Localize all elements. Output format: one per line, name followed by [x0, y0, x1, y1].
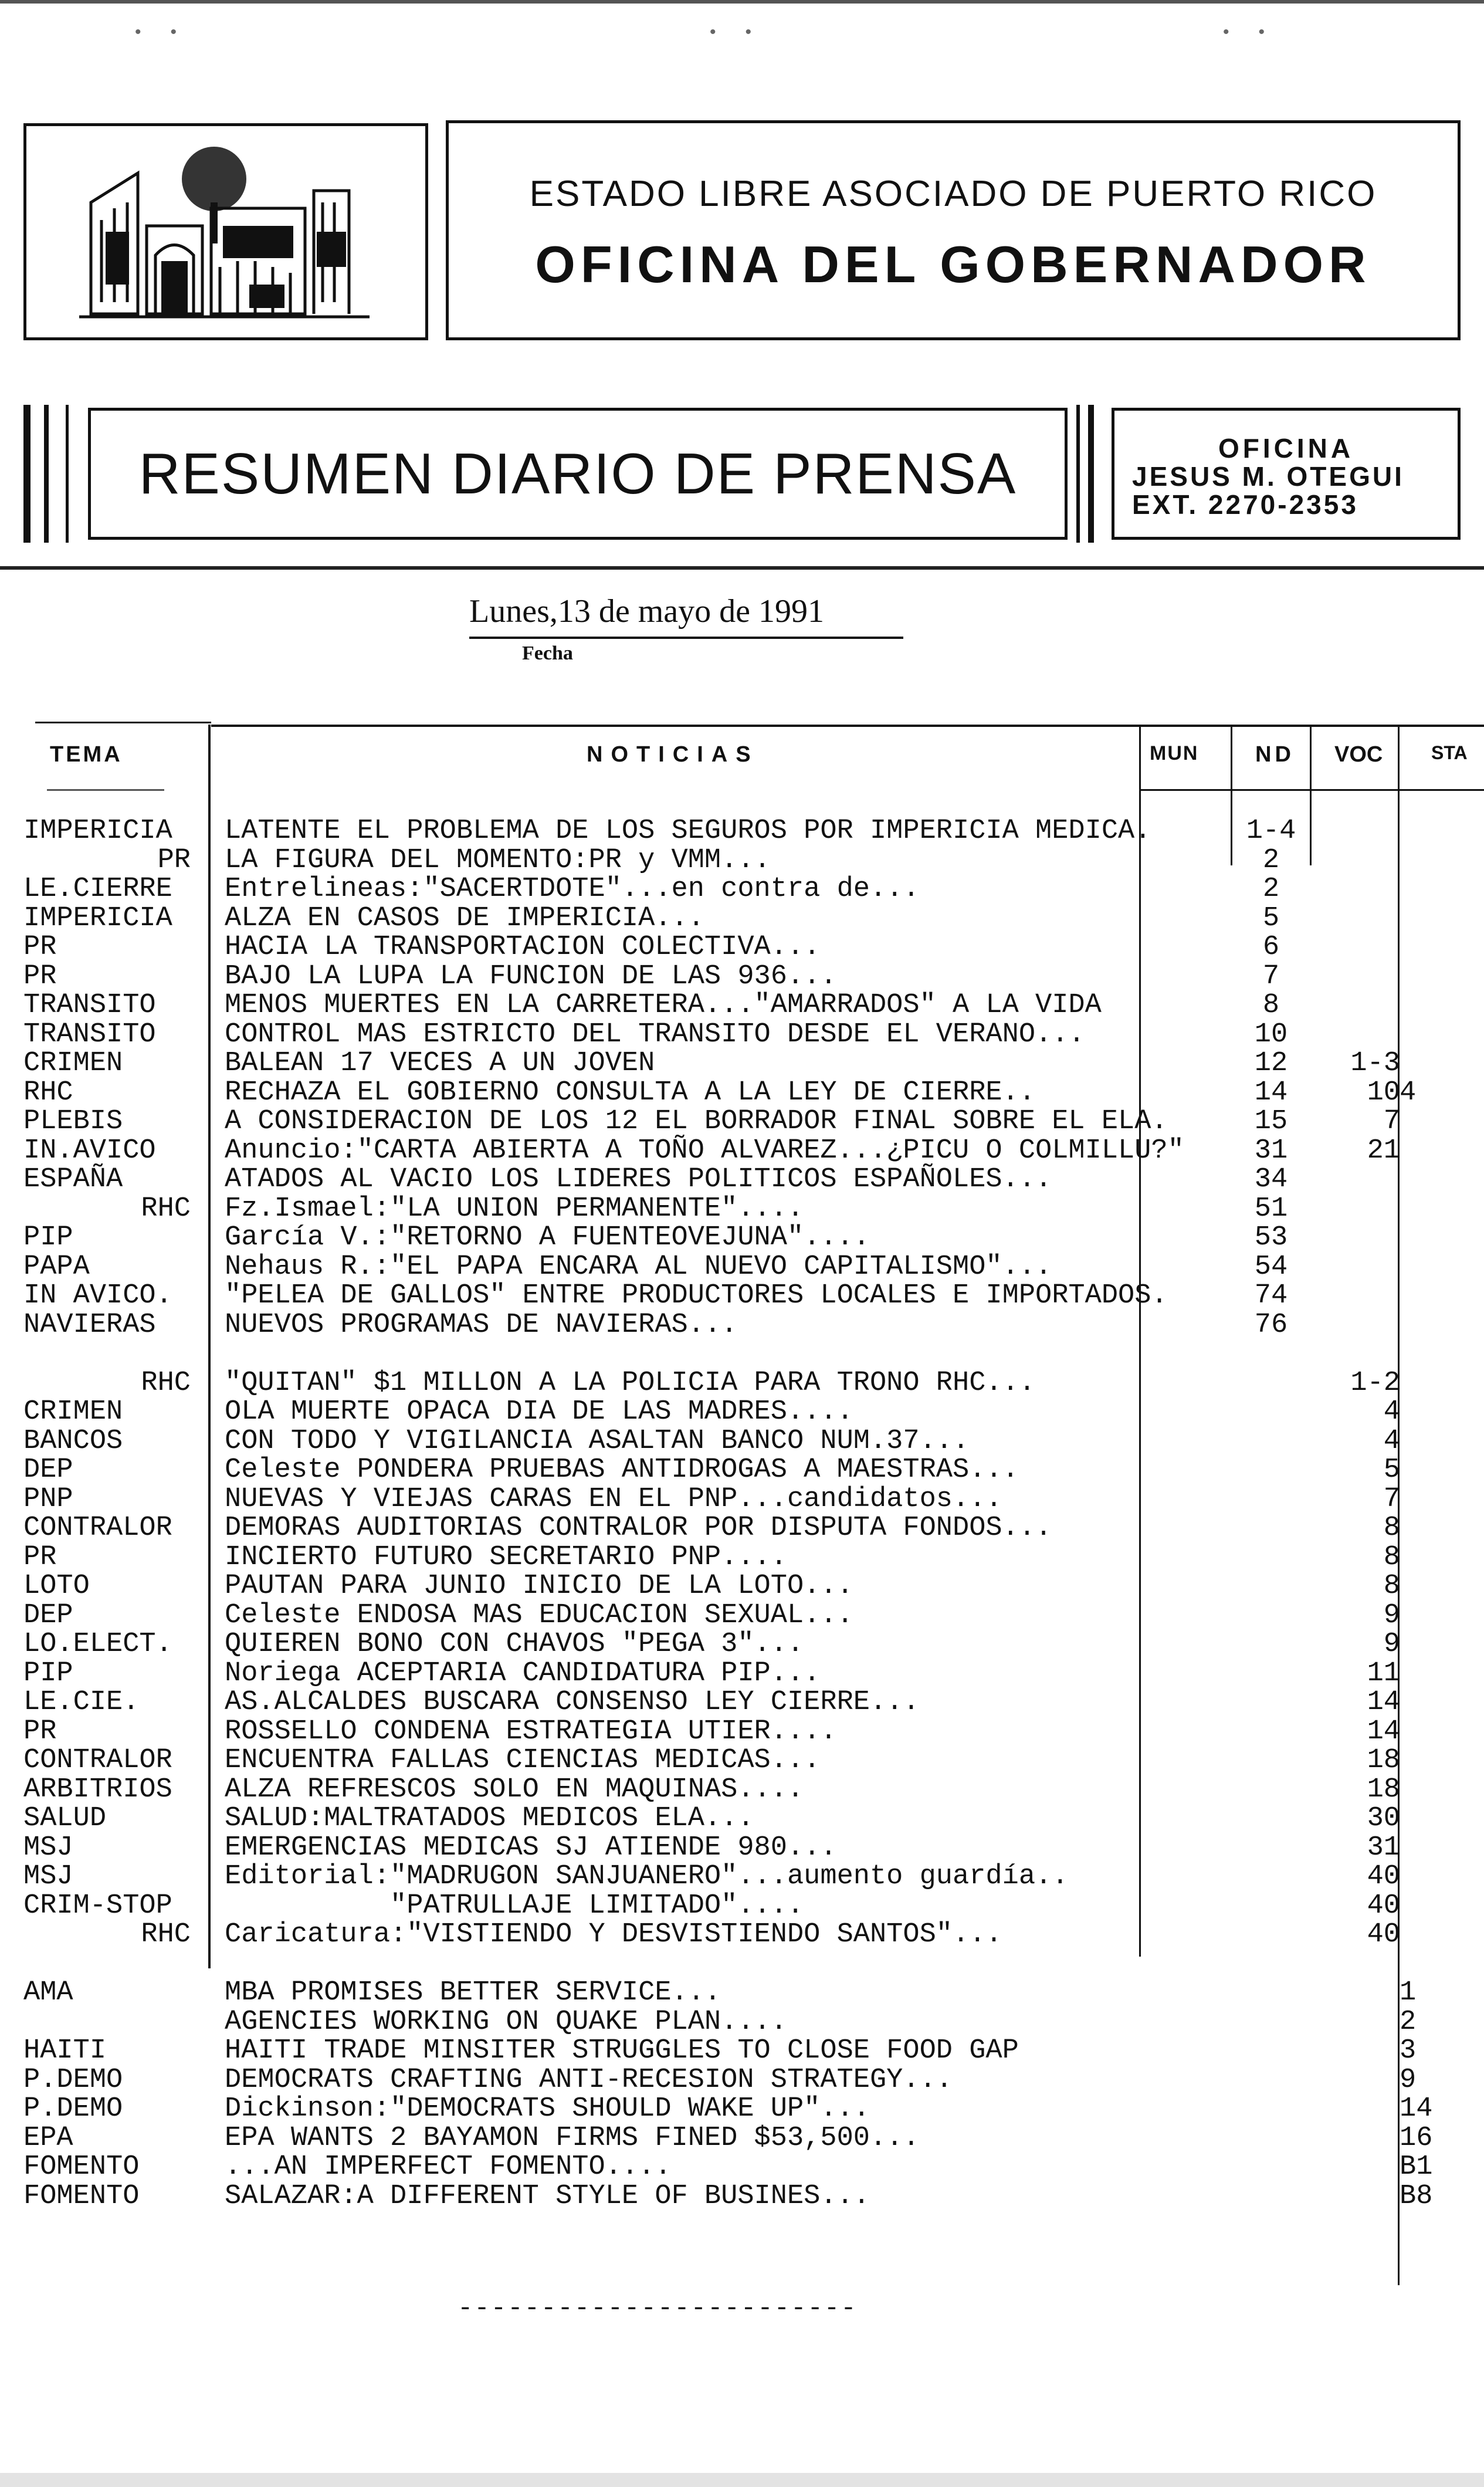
table-row	[0, 1804, 1484, 1833]
row-noticia: SALUD:MALTRATADOS MEDICOS ELA...	[225, 1803, 754, 1834]
table-row	[0, 1833, 1484, 1863]
header-estado: ESTADO LIBRE ASOCIADO DE PUERTO RICO	[529, 174, 1377, 214]
row-nd: 12	[1254, 1048, 1288, 1079]
row-noticia: Editorial:"MADRUGON SANJUANERO"...aumento guardía..	[225, 1861, 1069, 1892]
row-star: 2	[1400, 2006, 1417, 2038]
table-row	[0, 2153, 1484, 2182]
row-tema: MSJ	[23, 1861, 73, 1892]
table-row	[0, 2095, 1484, 2124]
col-header-tema: TEMA	[50, 742, 123, 767]
table-row	[0, 1775, 1484, 1805]
row-nd: 2	[1262, 874, 1280, 905]
table-row	[0, 1195, 1484, 1224]
page-title: RESUMEN DIARIO DE PRENSA	[88, 408, 1068, 540]
row-noticia: AGENCIES WORKING ON QUAKE PLAN....	[225, 2006, 787, 2038]
row-noticia: Nehaus R.:"EL PAPA ENCARA AL NUEVO CAPITALISMO"...	[225, 1251, 1052, 1283]
row-nd: 2	[1262, 844, 1280, 876]
row-noticia: ATADOS AL VACIO LOS LIDERES POLITICOS ESPAÑOLES...	[225, 1164, 1052, 1195]
row-nd: 74	[1254, 1280, 1288, 1311]
row-noticia: ALZA EN CASOS DE IMPERICIA...	[225, 902, 704, 934]
row-nd: 31	[1254, 1135, 1288, 1166]
row-nd: 14	[1254, 1077, 1288, 1108]
row-noticia: Anuncio:"CARTA ABIERTA A TOÑO ALVAREZ...¿PICU O COLMILLU?"	[225, 1135, 1184, 1166]
row-voc: 7	[1383, 1483, 1400, 1515]
row-nd: 34	[1254, 1164, 1288, 1195]
row-tema: AMA	[23, 1977, 73, 2008]
header-oficina: OFICINA DEL GOBERNADOR	[535, 235, 1371, 293]
oficina-ext: EXT. 2270-2353	[1132, 489, 1358, 520]
row-star: 14	[1400, 2093, 1433, 2124]
row-voc: 5	[1383, 1454, 1400, 1486]
row-tema: PR	[157, 844, 191, 876]
col-header-voc: VOC	[1334, 742, 1383, 767]
row-voc: 4	[1383, 1396, 1400, 1427]
table-row	[0, 1253, 1484, 1282]
row-nd: 53	[1254, 1222, 1288, 1253]
row-noticia: MBA PROMISES BETTER SERVICE...	[225, 1977, 721, 2008]
row-noticia: NUEVAS Y VIEJAS CARAS EN EL PNP...candidatos...	[225, 1483, 1002, 1515]
row-tema: PLEBIS	[23, 1106, 123, 1137]
tema-underline	[47, 789, 164, 791]
row-star: B1	[1400, 2151, 1433, 2183]
row-noticia: García V.:"RETORNO A FUENTEOVEJUNA"....	[225, 1222, 870, 1253]
row-noticia: Noriega ACEPTARIA CANDIDATURA PIP...	[225, 1657, 821, 1689]
row-star: B8	[1400, 2180, 1433, 2212]
row-voc: 9	[1383, 1599, 1400, 1631]
row-tema: CONTRALOR	[23, 1512, 172, 1544]
table-row	[0, 2182, 1484, 2211]
group-gap	[0, 1950, 1484, 1979]
table-row	[0, 1920, 1484, 1950]
row-tema: FOMENTO	[23, 2180, 140, 2212]
table-row	[0, 1514, 1484, 1543]
news-table	[0, 817, 1484, 2211]
table-row	[0, 1862, 1484, 1892]
row-voc: 10	[1367, 1077, 1400, 1108]
row-tema: IMPERICIA	[23, 902, 172, 934]
row-voc: 14	[1367, 1687, 1400, 1718]
row-tema: PR	[23, 1715, 57, 1747]
row-tema: PR	[23, 960, 57, 992]
top-edge-line	[0, 0, 1484, 4]
row-noticia: Caricatura:"VISTIENDO Y DESVISTIENDO SANTOS"...	[225, 1919, 1002, 1950]
row-tema: ARBITRIOS	[23, 1774, 172, 1805]
row-tema: CONTRALOR	[23, 1745, 172, 1776]
title-bar-right-1	[1076, 405, 1080, 543]
group-gap	[0, 1339, 1484, 1369]
table-row	[0, 1659, 1484, 1689]
row-tema: PIP	[23, 1657, 73, 1689]
date-label: Fecha	[522, 642, 573, 664]
row-noticia: CON TODO Y VIGILANCIA ASALTAN BANCO NUM.37...	[225, 1425, 970, 1457]
row-star: 3	[1400, 2035, 1417, 2066]
table-row	[0, 1369, 1484, 1398]
row-voc: 30	[1367, 1803, 1400, 1834]
row-noticia: AS.ALCALDES BUSCARA CONSENSO LEY CIERRE...	[225, 1687, 920, 1718]
table-row	[0, 1978, 1484, 2008]
row-noticia: ROSSELLO CONDENA ESTRATEGIA UTIER....	[225, 1715, 837, 1747]
title-bar-left-1	[23, 405, 31, 543]
table-row	[0, 933, 1484, 962]
row-star: 1	[1400, 1977, 1417, 2008]
row-tema: P.DEMO	[23, 2093, 123, 2124]
table-row	[0, 1892, 1484, 1921]
date-underline	[469, 637, 903, 639]
row-noticia: OLA MUERTE OPACA DIA DE LAS MADRES....	[225, 1396, 853, 1427]
table-row	[0, 1223, 1484, 1253]
row-nd: 8	[1262, 990, 1280, 1021]
building-icon	[73, 138, 378, 326]
row-nd: 76	[1254, 1309, 1288, 1341]
row-tema: PR	[23, 1541, 57, 1573]
table-row	[0, 1601, 1484, 1630]
table-row	[0, 1078, 1484, 1108]
row-noticia: HACIA LA TRANSPORTACION COLECTIVA...	[225, 932, 821, 963]
row-noticia: ...AN IMPERFECT FOMENTO....	[225, 2151, 672, 2183]
row-star: 4	[1400, 1077, 1417, 1108]
row-tema: TRANSITO	[23, 1019, 156, 1050]
row-noticia: CONTROL MAS ESTRICTO DEL TRANSITO DESDE EL VERANO...	[225, 1019, 1085, 1050]
table-row	[0, 1485, 1484, 1514]
table-row	[0, 1049, 1484, 1078]
row-noticia: Fz.Ismael:"LA UNION PERMANENTE"....	[225, 1193, 804, 1224]
row-tema: FOMENTO	[23, 2151, 140, 2183]
table-row	[0, 1398, 1484, 1427]
table-row	[0, 1572, 1484, 1601]
row-tema: MSJ	[23, 1832, 73, 1863]
table-row	[0, 875, 1484, 904]
row-noticia: DEMOCRATS CRAFTING ANTI-RECESION STRATEGY...	[225, 2064, 953, 2096]
row-noticia: Celeste PONDERA PRUEBAS ANTIDROGAS A MAESTRAS...	[225, 1454, 1019, 1486]
row-noticia: QUIEREN BONO CON CHAVOS "PEGA 3"...	[225, 1629, 804, 1660]
table-row	[0, 2066, 1484, 2095]
row-voc: 21	[1367, 1135, 1400, 1166]
col-header-nd: ND	[1255, 742, 1295, 767]
row-noticia: "QUITAN" $1 MILLON A LA POLICIA PARA TRONO RHC...	[225, 1367, 1036, 1399]
row-noticia: ENCUENTRA FALLAS CIENCIAS MEDICAS...	[225, 1745, 821, 1776]
row-voc: 18	[1367, 1745, 1400, 1776]
row-tema: IN AVICO.	[23, 1280, 172, 1311]
row-nd: 10	[1254, 1019, 1288, 1050]
header-rule	[0, 566, 1484, 570]
row-voc: 8	[1383, 1512, 1400, 1544]
row-tema: EPA	[23, 2122, 73, 2154]
row-tema: RHC	[141, 1919, 191, 1950]
table-row	[0, 1281, 1484, 1311]
tema-top-rule	[35, 722, 211, 723]
row-tema: CRIMEN	[23, 1396, 123, 1427]
row-voc: 14	[1367, 1715, 1400, 1747]
row-tema: IMPERICIA	[23, 816, 172, 847]
oficina-name: JESUS M. OTEGUI	[1132, 461, 1404, 492]
row-nd: 7	[1262, 960, 1280, 992]
scan-bottom-band	[0, 2473, 1484, 2487]
date-value: Lunes,13 de mayo de 1991	[469, 593, 824, 630]
row-noticia: BALEAN 17 VECES A UN JOVEN	[225, 1048, 655, 1079]
row-voc: 1-2	[1350, 1367, 1400, 1399]
table-row	[0, 1107, 1484, 1136]
row-tema: RHC	[23, 1077, 73, 1108]
row-tema: CRIM-STOP	[23, 1890, 172, 1921]
row-tema: LE.CIE.	[23, 1687, 140, 1718]
row-nd: 1-4	[1246, 816, 1296, 847]
table-row	[0, 1136, 1484, 1166]
table-row	[0, 1456, 1484, 1485]
row-tema: PNP	[23, 1483, 73, 1515]
punch-marks: • •	[135, 22, 177, 42]
row-noticia: EPA WANTS 2 BAYAMON FIRMS FINED $53,500...	[225, 2122, 920, 2154]
row-voc: 40	[1367, 1890, 1400, 1921]
table-row	[0, 1020, 1484, 1050]
row-tema: RHC	[141, 1367, 191, 1399]
table-row	[0, 846, 1484, 875]
row-tema: BANCOS	[23, 1425, 123, 1457]
title-bar-left-2	[44, 405, 49, 543]
row-noticia: SALAZAR:A DIFFERENT STYLE OF BUSINES...	[225, 2180, 870, 2212]
row-voc: 11	[1367, 1657, 1400, 1689]
row-nd: 5	[1262, 902, 1280, 934]
row-tema: LOTO	[23, 1571, 90, 1602]
col-header-mun: MUN	[1150, 742, 1199, 764]
col-header-star: STA	[1431, 742, 1468, 763]
table-row	[0, 1427, 1484, 1456]
row-tema: CRIMEN	[23, 1048, 123, 1079]
table-row	[0, 1717, 1484, 1747]
row-voc: 40	[1367, 1861, 1400, 1892]
title-bar-left-3	[66, 405, 69, 543]
table-row	[0, 2124, 1484, 2153]
row-voc: 40	[1367, 1919, 1400, 1950]
row-tema: RHC	[141, 1193, 191, 1224]
row-voc: 18	[1367, 1774, 1400, 1805]
punch-marks: • •	[710, 22, 752, 42]
row-noticia: HAITI TRADE MINSITER STRUGGLES TO CLOSE FOOD GAP	[225, 2035, 1019, 2066]
row-tema: IN.AVICO	[23, 1135, 156, 1166]
row-tema: NAVIERAS	[23, 1309, 156, 1341]
table-row	[0, 2036, 1484, 2066]
table-row	[0, 1746, 1484, 1775]
row-noticia: LA FIGURA DEL MOMENTO:PR y VMM...	[225, 844, 771, 876]
row-noticia: "PELEA DE GALLOS" ENTRE PRODUCTORES LOCALES E IMPORTADOS.	[225, 1280, 1168, 1311]
row-voc: 9	[1383, 1629, 1400, 1660]
row-voc: 7	[1383, 1106, 1400, 1137]
col-header-noticias: NOTICIAS	[587, 742, 759, 767]
row-tema: P.DEMO	[23, 2064, 123, 2096]
table-row	[0, 962, 1484, 992]
title-bar-right-2	[1088, 405, 1094, 543]
government-header	[446, 120, 1461, 340]
table-row	[0, 991, 1484, 1020]
row-noticia: PAUTAN PARA JUNIO INICIO DE LA LOTO...	[225, 1571, 853, 1602]
row-tema: LO.ELECT.	[23, 1629, 172, 1660]
table-top-rule	[211, 725, 1484, 727]
row-noticia: Celeste ENDOSA MAS EDUCACION SEXUAL...	[225, 1599, 853, 1631]
row-tema: PIP	[23, 1222, 73, 1253]
oficina-contact	[1112, 408, 1461, 540]
header-bottom-rule	[1139, 789, 1484, 791]
row-voc: 8	[1383, 1571, 1400, 1602]
row-noticia: INCIERTO FUTURO SECRETARIO PNP....	[225, 1541, 787, 1573]
table-row	[0, 817, 1484, 846]
row-noticia: A CONSIDERACION DE LOS 12 EL BORRADOR FINAL SOBRE EL ELA.	[225, 1106, 1168, 1137]
row-noticia: DEMORAS AUDITORIAS CONTRALOR POR DISPUTA FONDOS...	[225, 1512, 1052, 1544]
row-noticia: BAJO LA LUPA LA FUNCION DE LAS 936...	[225, 960, 837, 992]
table-row	[0, 1630, 1484, 1659]
punch-marks: • •	[1223, 22, 1265, 42]
row-tema: HAITI	[23, 2035, 107, 2066]
row-tema: DEP	[23, 1599, 73, 1631]
row-nd: 54	[1254, 1251, 1288, 1283]
row-noticia: LATENTE EL PROBLEMA DE LOS SEGUROS POR IMPERICIA MEDICA.	[225, 816, 1151, 847]
fortaleza-logo	[23, 123, 428, 340]
table-row	[0, 1165, 1484, 1195]
row-voc: 4	[1383, 1425, 1400, 1457]
row-tema: PAPA	[23, 1251, 90, 1283]
row-noticia: "PATRULLAJE LIMITADO"....	[225, 1890, 804, 1921]
row-noticia: Dickinson:"DEMOCRATS SHOULD WAKE UP"...	[225, 2093, 870, 2124]
row-tema: LE.CIERRE	[23, 874, 172, 905]
row-tema: PR	[23, 932, 57, 963]
row-star: 9	[1400, 2064, 1417, 2096]
row-noticia: NUEVOS PROGRAMAS DE NAVIERAS...	[225, 1309, 738, 1341]
row-tema: SALUD	[23, 1803, 107, 1834]
row-noticia: MENOS MUERTES EN LA CARRETERA..."AMARRADOS" A LA VIDA	[225, 990, 1102, 1021]
row-noticia: EMERGENCIAS MEDICAS SJ ATIENDE 980...	[225, 1832, 837, 1863]
row-noticia: ALZA REFRESCOS SOLO EN MAQUINAS....	[225, 1774, 804, 1805]
footer-rule: ------------------------	[458, 2294, 858, 2323]
row-nd: 51	[1254, 1193, 1288, 1224]
table-row	[0, 1543, 1484, 1572]
row-noticia: RECHAZA EL GOBIERNO CONSULTA A LA LEY DE CIERRE..	[225, 1077, 1036, 1108]
table-row	[0, 2008, 1484, 2037]
row-voc: 31	[1367, 1832, 1400, 1863]
row-nd: 15	[1254, 1106, 1288, 1137]
table-row	[0, 1688, 1484, 1717]
row-tema: ESPAÑA	[23, 1164, 123, 1195]
table-row	[0, 904, 1484, 933]
row-voc: 8	[1383, 1541, 1400, 1573]
row-tema: TRANSITO	[23, 990, 156, 1021]
row-star: 16	[1400, 2122, 1433, 2154]
row-voc: 1-3	[1350, 1048, 1400, 1079]
row-nd: 6	[1262, 932, 1280, 963]
row-tema: DEP	[23, 1454, 73, 1486]
oficina-label: OFICINA	[1218, 433, 1354, 463]
row-noticia: Entrelineas:"SACERTDOTE"...en contra de...	[225, 874, 920, 905]
table-row	[0, 1311, 1484, 1340]
